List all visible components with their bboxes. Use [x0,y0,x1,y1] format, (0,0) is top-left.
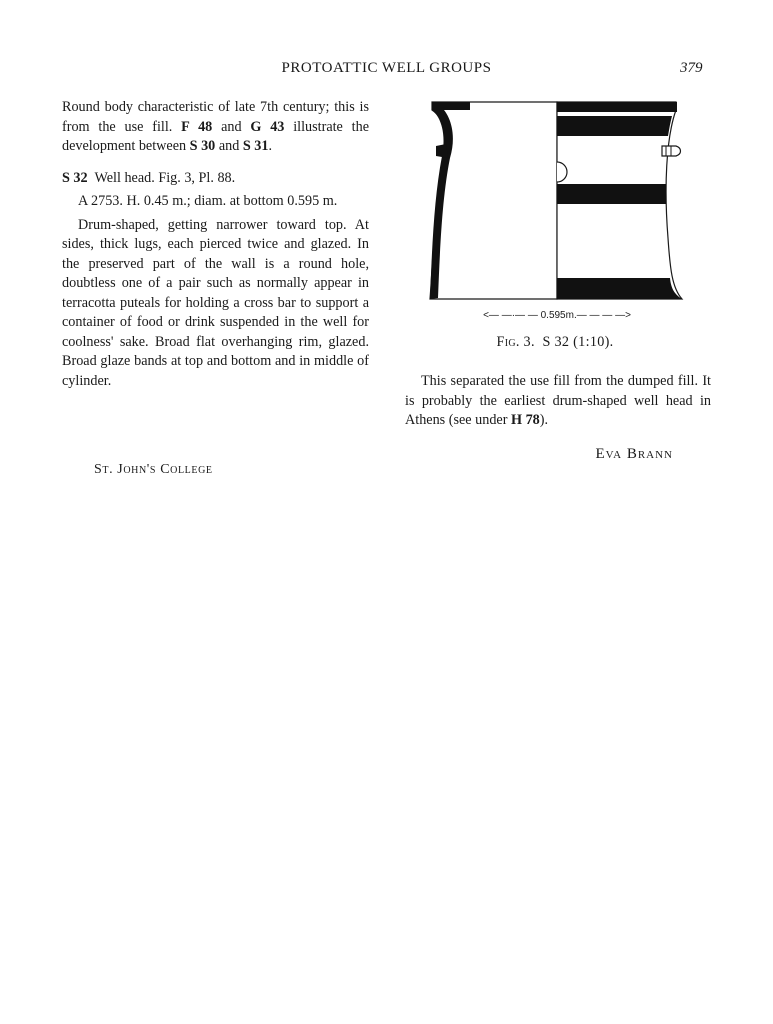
bottom-glaze-band [557,278,682,299]
catalog-id: S 32 [62,169,88,186]
figure-caption [400,334,710,351]
page-number: 379 [680,60,703,76]
ref-f48: F 48 [181,118,213,135]
profile-lug [436,144,448,158]
paragraph-s31-discussion [62,98,369,157]
catalog-entry-heading [62,169,369,189]
text-run: and [215,138,243,154]
author-name: Eva Brann [595,446,673,462]
text-run: illustrate the development between [62,118,369,154]
paragraph-conclusion [405,372,711,431]
middle-glaze-band [557,184,666,204]
running-title: PROTOATTIC WELL GROUPS [281,60,492,76]
text-run: ). [539,412,549,428]
scale-label: <— —·— — 0.595m.— — — —> [483,310,631,321]
ref-s31: S 31 [242,138,269,154]
dimensions: A 2753. H. 0.45 m.; diam. at bottom 0.595 m. [78,193,338,209]
caption-text: S 32 (1:10). [534,334,614,350]
ref-g43: G 43 [250,118,285,135]
text-run: Round body characteristic of late 7th century; this is from the use fill. [62,99,369,135]
left-column [62,98,369,391]
caption-prefix: Fig. 3. [496,334,535,350]
well-head-drawing [426,98,688,324]
top-glaze-band [557,116,672,136]
author-affiliation: St. John's College [94,462,213,477]
ref-s30: S 30 [189,138,216,154]
text-run: . [268,138,273,154]
rim-band [557,102,677,112]
right-column [405,372,711,431]
text-run: This separated the use fill from the dumped fill. It is probably the earliest drum-shaped well head in Athens (see under [405,373,711,428]
ref-h78: H 78 [510,412,540,428]
text-run: and [212,118,251,135]
entry-title: Well head. Fig. 3, Pl. 88. [87,169,236,186]
description: Drum-shaped, getting narrower toward top. At sides, thick lugs, each pierced twice and glazed. In the preserved part of the wall is a round hole, doubtless one of a pair such as normally appear in terracotta puteals for holding a cross bar to support a container of food or drink suspended in the well for coolness' sake. Broad flat overhanging rim, glazed. Broad glaze bands at top and bottom and in middle of cylinder. [62,216,369,389]
